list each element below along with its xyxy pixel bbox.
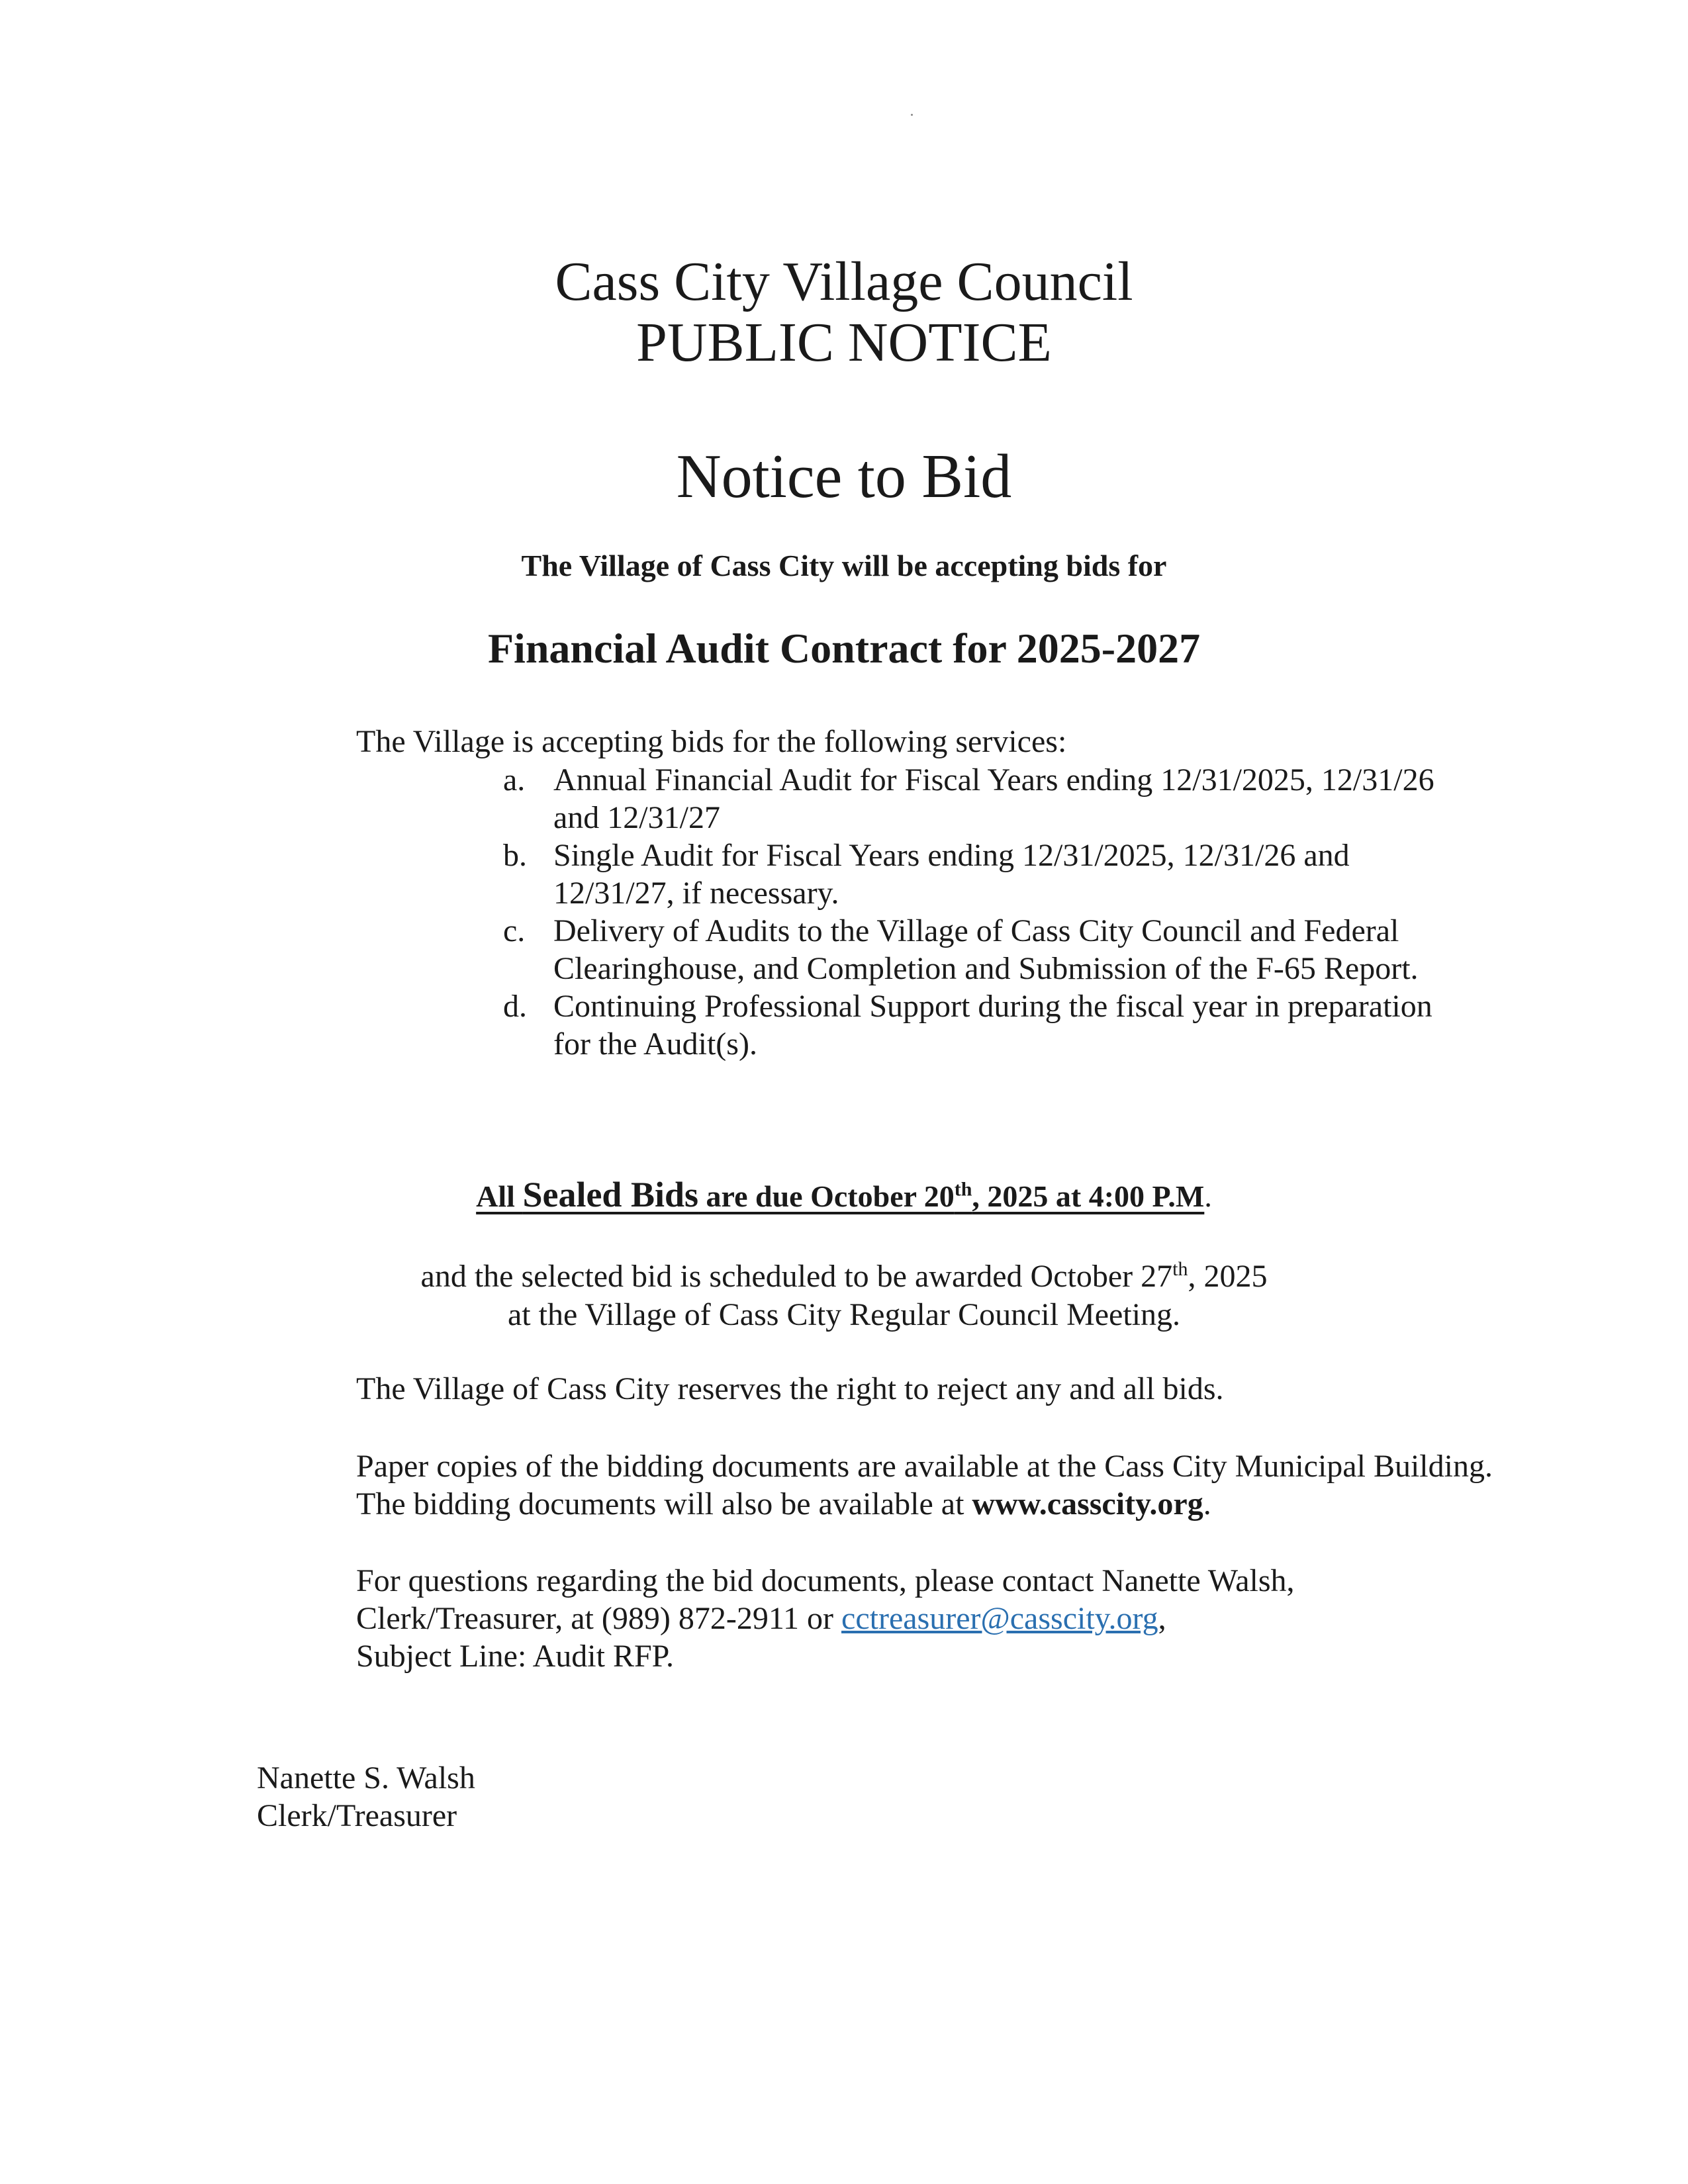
service-item (503, 837, 1456, 912)
scan-speck (911, 114, 913, 116)
reserves-paragraph: The Village of Cass City reserves the right to reject any and all bids. (356, 1371, 1224, 1406)
award-line1-sup: th (1172, 1258, 1188, 1280)
award-line-1 (0, 1257, 1688, 1296)
signature-name: Nanette S. Walsh (257, 1760, 475, 1796)
bid-deadline (0, 1175, 1688, 1216)
service-letter: a. (503, 762, 526, 797)
service-letter: b. (503, 838, 527, 873)
deadline-sup: th (954, 1178, 972, 1201)
service-text: Annual Financial Audit for Fiscal Years ending 12/31/2025, 12/31/26 and 12/31/27 (553, 762, 1434, 835)
questions-paragraph (356, 1562, 1495, 1675)
questions-comma: , (1158, 1601, 1166, 1636)
service-letter: d. (503, 989, 527, 1024)
service-item (503, 761, 1456, 837)
deadline-due: are due October 20 (698, 1179, 955, 1213)
deadline-sealed-bids: Sealed Bids (522, 1175, 699, 1214)
subject-line: Subject Line: Audit RFP. (356, 1639, 675, 1674)
copies-text: Paper copies of the bidding documents are available at the Cass City Municipal Building. The bidding documents will also be available at (356, 1449, 1493, 1522)
deadline-underlined (476, 1175, 1205, 1214)
signature-title: Clerk/Treasurer (257, 1798, 457, 1833)
contract-title: Financial Audit Contract for 2025-2027 (487, 625, 1201, 672)
public-notice-heading: PUBLIC NOTICE (636, 312, 1052, 373)
services-intro: The Village is accepting bids for the following services: (356, 724, 1067, 759)
website-link[interactable]: www.casscity.org (972, 1486, 1203, 1522)
award-line1-post: , 2025 (1188, 1259, 1268, 1294)
award-line-2: at the Village of Cass City Regular Council Meeting. (507, 1297, 1181, 1332)
award-line1-pre: and the selected bid is scheduled to be awarded October 27 (420, 1259, 1173, 1294)
notice-title: Notice to Bid (676, 442, 1012, 511)
copies-period: . (1203, 1486, 1211, 1522)
copies-paragraph (356, 1447, 1495, 1523)
deadline-time: , 2025 at 4:00 P.M (972, 1179, 1205, 1213)
service-text: Delivery of Audits to the Village of Cass City Council and Federal Clearinghouse, and Completion and Submission of the F-65 Report. (553, 913, 1419, 986)
service-text: Single Audit for Fiscal Years ending 12/31/2025, 12/31/26 and 12/31/27, if necessary. (553, 838, 1350, 911)
council-heading: Cass City Village Council (555, 251, 1133, 312)
service-text: Continuing Professional Support during the fiscal year in preparation for the Audit(s). (553, 989, 1432, 1062)
service-item (503, 912, 1456, 987)
services-list (503, 761, 1456, 1063)
service-item (503, 987, 1456, 1063)
deadline-period: . (1204, 1179, 1212, 1213)
service-letter: c. (503, 913, 526, 948)
email-link[interactable]: cctreasurer@casscity.org (841, 1601, 1158, 1636)
questions-text: For questions regarding the bid documents, please contact Nanette Walsh, Clerk/Treasurer, at (989) 872-2911 or (356, 1563, 1295, 1636)
accepting-bids-line: The Village of Cass City will be accepting bids for (521, 549, 1167, 582)
deadline-all: All (476, 1179, 523, 1213)
